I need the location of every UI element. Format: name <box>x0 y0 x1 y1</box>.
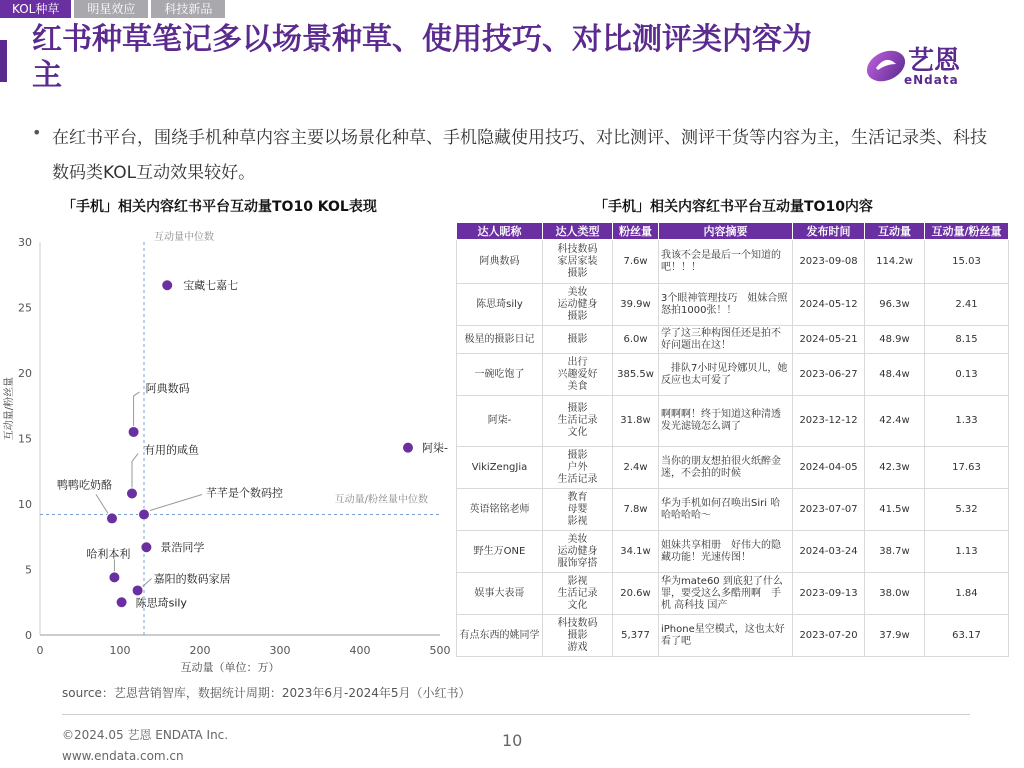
table-cell: 2.41 <box>925 284 1009 326</box>
table-header-cell: 达人类型 <box>543 223 613 240</box>
table-cell: 2024-05-12 <box>793 284 865 326</box>
x-tick-label: 400 <box>349 644 371 657</box>
leader-line <box>150 494 202 510</box>
table-header-cell: 发布时间 <box>793 223 865 240</box>
title-accent-bar <box>0 40 7 82</box>
tab-celebrity[interactable]: 明星效应 <box>74 0 148 18</box>
x-tick-label: 100 <box>109 644 131 657</box>
scatter-point <box>403 442 414 453</box>
table-cell: 1.33 <box>925 396 1009 447</box>
x-axis-label: 互动量（单位：万） <box>180 661 280 674</box>
scatter-point <box>132 585 143 596</box>
point-label: 哈利本利 <box>86 547 131 561</box>
table-cell: 一碗吃饱了 <box>457 354 543 396</box>
table-cell: 当你的朋友想拍很火纸醉金迷，不会拍的时候 <box>659 447 793 489</box>
table-cell: 48.9w <box>865 326 925 354</box>
table-cell: 排队7小时见玲娜贝儿，她反应也太可爱了 <box>659 354 793 396</box>
table-cell: 63.17 <box>925 615 1009 657</box>
table-row <box>457 326 1009 354</box>
table-header-row <box>457 223 1009 240</box>
logo-mark-icon <box>864 44 908 88</box>
table-cell: 有点东西的姚同学 <box>457 615 543 657</box>
scatter-point <box>141 542 152 553</box>
table-cell: 摄影 生活记录 文化 <box>543 396 613 447</box>
table-cell: 2023-07-07 <box>793 489 865 531</box>
scatter-chart <box>0 225 456 680</box>
table-cell: 阿典数码 <box>457 240 543 284</box>
point-label: 鸭鸭吃奶酪 <box>57 478 112 492</box>
table-cell: 极星的摄影日记 <box>457 326 543 354</box>
copyright: ©2024.05 艺恩 ENDATA Inc. <box>62 728 229 742</box>
table-row <box>457 489 1009 531</box>
table-cell: 我该不会是最后一个知道的吧！！！ <box>659 240 793 284</box>
source-note: source：艺恩营销智库，数据统计周期：2023年6月-2024年5月（小红书） <box>62 686 471 700</box>
table-row <box>457 354 1009 396</box>
table-cell: 41.5w <box>865 489 925 531</box>
table-cell: 96.3w <box>865 284 925 326</box>
scatter-point <box>128 426 139 437</box>
x-tick-label: 0 <box>36 644 44 657</box>
point-label: 嘉阳的数码家居 <box>153 572 231 586</box>
table-cell: 2.4w <box>613 447 659 489</box>
table-row <box>457 447 1009 489</box>
table-header-cell: 粉丝量 <box>613 223 659 240</box>
y-tick-label: 15 <box>18 432 32 446</box>
table-header-cell: 达人昵称 <box>457 223 543 240</box>
table-row <box>457 284 1009 326</box>
table-cell: 野生万ONE <box>457 531 543 573</box>
table-cell: 美妆 运动健身 服饰穿搭 <box>543 531 613 573</box>
y-tick-label: 20 <box>18 367 32 380</box>
point-label: 有用的咸鱼 <box>144 443 199 457</box>
table-cell: 8.15 <box>925 326 1009 354</box>
table-cell: 摄影 <box>543 326 613 354</box>
table-cell: 华为手机如何召唤出Siri 哈哈哈哈哈～ <box>659 489 793 531</box>
table-cell: 2023-07-20 <box>793 615 865 657</box>
endata-logo <box>864 40 989 94</box>
table-cell: 科技数码 摄影 游戏 <box>543 615 613 657</box>
x-tick-label: 200 <box>189 644 211 657</box>
scatter-point <box>116 597 127 608</box>
table-cell: 教育 母婴 影视 <box>543 489 613 531</box>
scatter-point <box>127 488 138 499</box>
table-cell: 38.7w <box>865 531 925 573</box>
point-label: 芊芊是个数码控 <box>206 486 283 500</box>
y-tick-label: 30 <box>18 236 32 249</box>
table-cell: 3个眼神管理技巧 姐妹合照怒拍1000张！！ <box>659 284 793 326</box>
x-tick-label: 300 <box>269 644 291 657</box>
leader-line <box>132 454 138 488</box>
logo-en-text: eNdata <box>904 73 959 87</box>
point-label: 陈思琦sily <box>135 596 187 610</box>
table-cell: 学了这三种构图任还是拍不好问题出在这！ <box>659 326 793 354</box>
tab-kol[interactable]: KOL种草 <box>0 0 71 18</box>
table-cell: 39.9w <box>613 284 659 326</box>
table-cell: 2023-12-12 <box>793 396 865 447</box>
summary-text: 在红书平台，围绕手机种草内容主要以场景化种草、手机隐藏使用技巧、对比测评、测评干货等内容为主，生活记录类、科技数码类KOL互动效果较好。 <box>52 128 987 183</box>
tab-tech[interactable]: 科技新品 <box>151 0 225 18</box>
chart-title: 「手机」相关内容红书平台互动量TO10 KOL表现 <box>62 199 377 215</box>
table-row <box>457 531 1009 573</box>
table-cell: 6.0w <box>613 326 659 354</box>
table-cell: 科技数码 家居家装 摄影 <box>543 240 613 284</box>
table-cell: 陈思琦sily <box>457 284 543 326</box>
table-row <box>457 615 1009 657</box>
top10-table <box>456 222 1008 657</box>
table-cell: 5.32 <box>925 489 1009 531</box>
table-cell: 114.2w <box>865 240 925 284</box>
table-cell: 啊啊啊！终于知道这种清透发光滤镜怎么调了 <box>659 396 793 447</box>
table-cell: VikiZengJia <box>457 447 543 489</box>
table-cell: 1.84 <box>925 573 1009 615</box>
logo-cn-text: 艺恩 <box>908 46 961 76</box>
scatter-point <box>109 572 120 583</box>
footer-divider <box>62 714 970 715</box>
bullet-icon: • <box>32 123 42 142</box>
table-cell: 2024-04-05 <box>793 447 865 489</box>
y-tick-label: 25 <box>18 301 32 315</box>
table-cell: 0.13 <box>925 354 1009 396</box>
table-row <box>457 240 1009 284</box>
median-x-label: 互动量中位数 <box>154 232 214 243</box>
table-cell: 姐妹共享相册 好伟大的隐藏功能！光速传图！ <box>659 531 793 573</box>
table-cell: 摄影 户外 生活记录 <box>543 447 613 489</box>
table-cell: 31.8w <box>613 396 659 447</box>
table-cell: 出行 兴趣爱好 美食 <box>543 354 613 396</box>
table-cell: 17.63 <box>925 447 1009 489</box>
table-cell: 15.03 <box>925 240 1009 284</box>
table-cell: 7.6w <box>613 240 659 284</box>
x-tick-label: 500 <box>429 644 451 657</box>
table-cell: 2024-05-21 <box>793 326 865 354</box>
table-cell: 2023-06-27 <box>793 354 865 396</box>
scatter-point <box>107 513 118 524</box>
table-header-cell: 互动量/粉丝量 <box>925 223 1009 240</box>
table-cell: 英语铭铭老师 <box>457 489 543 531</box>
leader-line <box>96 494 108 513</box>
table-cell: 5,377 <box>613 615 659 657</box>
scatter-point <box>162 280 173 291</box>
table-row <box>457 396 1009 447</box>
scatter-point <box>139 509 150 520</box>
point-label: 阿典数码 <box>145 381 190 395</box>
table-cell: 34.1w <box>613 531 659 573</box>
table-cell: 42.3w <box>865 447 925 489</box>
table-cell: 48.4w <box>865 354 925 396</box>
y-axis-label: 互动量/粉丝量 <box>4 376 15 441</box>
table-header-cell: 内容摘要 <box>659 223 793 240</box>
table-cell: 华为mate60 到底犯了什么罪，要受这么多酷刑啊 手机 高科技 国产 <box>659 573 793 615</box>
table-cell: 38.0w <box>865 573 925 615</box>
table-cell: 美妆 运动健身 摄影 <box>543 284 613 326</box>
table-cell: 20.6w <box>613 573 659 615</box>
table-header-cell: 互动量 <box>865 223 925 240</box>
table-cell: 娱事大表哥 <box>457 573 543 615</box>
y-tick-label: 10 <box>18 498 32 511</box>
table-cell: 2023-09-08 <box>793 240 865 284</box>
y-tick-label: 0 <box>25 629 32 642</box>
table-row <box>457 573 1009 615</box>
point-label: 景浩同学 <box>160 541 205 555</box>
page-title: 红书种草笔记多以场景种草、使用技巧、对比测评类内容为主 <box>32 22 812 93</box>
point-label: 阿柒- <box>422 441 448 455</box>
table-title: 「手机」相关内容红书平台互动量TO10内容 <box>594 199 873 215</box>
page-number: 10 <box>502 731 523 750</box>
table-cell: 阿柒- <box>457 396 543 447</box>
table-cell: 2024-03-24 <box>793 531 865 573</box>
table-cell: 37.9w <box>865 615 925 657</box>
table-cell: 1.13 <box>925 531 1009 573</box>
top-tabs <box>0 0 228 18</box>
y-tick-label: 5 <box>25 563 32 577</box>
table-cell: 7.8w <box>613 489 659 531</box>
table-cell: 385.5w <box>613 354 659 396</box>
table-cell: 42.4w <box>865 396 925 447</box>
leader-line <box>134 392 140 426</box>
table-cell: 2023-09-13 <box>793 573 865 615</box>
website-link[interactable]: www.endata.com.cn <box>62 749 184 763</box>
median-y-label: 互动量/粉丝量中位数 <box>334 494 428 506</box>
table-cell: 影视 生活记录 文化 <box>543 573 613 615</box>
table-cell: iPhone星空模式，这也太好看了吧 <box>659 615 793 657</box>
point-label: 宝藏七嘉七 <box>183 279 239 293</box>
